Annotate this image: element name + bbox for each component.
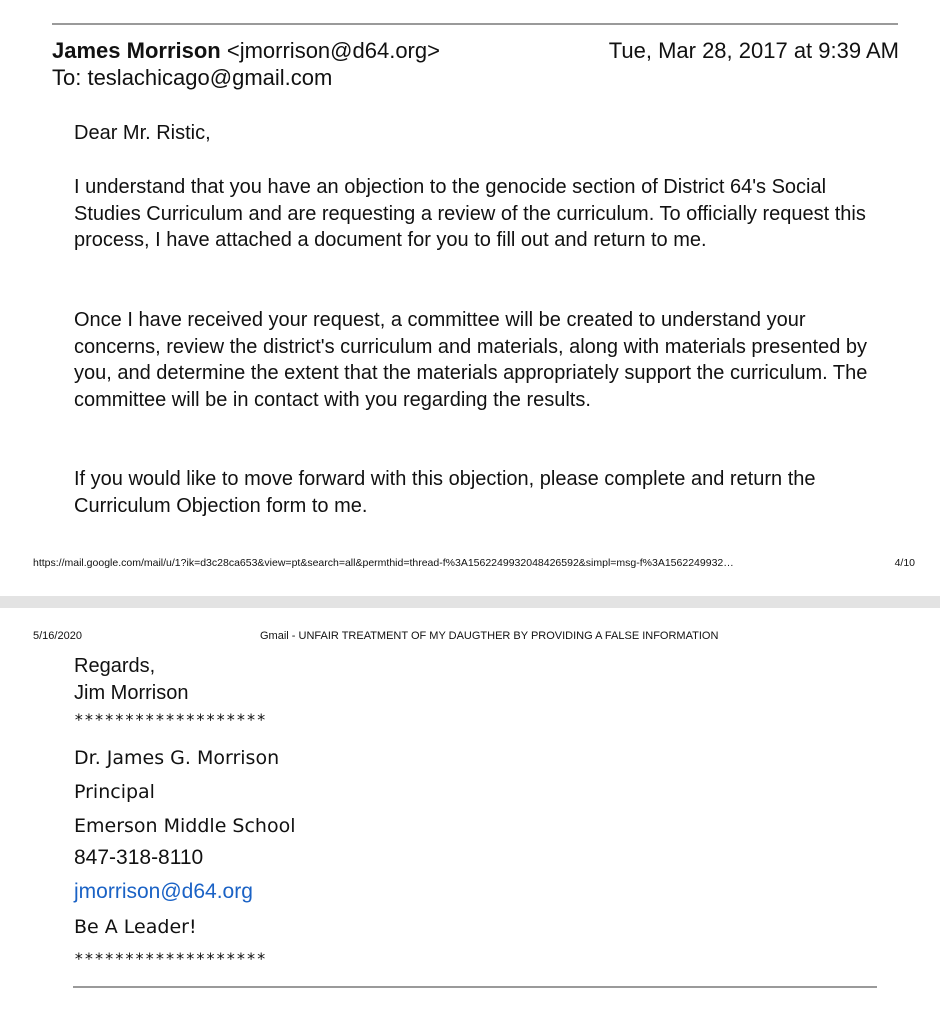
- signature-motto: Be A Leader!: [74, 916, 197, 938]
- print-header-title: Gmail - UNFAIR TREATMENT OF MY DAUGTHER BY PROVIDING A FALSE INFORMATION: [260, 630, 719, 642]
- signature-role: Principal: [74, 781, 155, 803]
- email-date: Tue, Mar 28, 2017 at 9:39 AM: [608, 38, 899, 63]
- sender-name: James Morrison: [52, 38, 221, 63]
- recipient-line: To: teslachicago@gmail.com: [52, 65, 333, 90]
- header-divider: [52, 23, 898, 25]
- signature-separator: *******************: [74, 710, 267, 729]
- print-header-date: 5/16/2020: [33, 630, 82, 642]
- sender-line: [52, 37, 440, 65]
- footer-divider: [73, 986, 877, 988]
- closing: Regards,: [74, 655, 156, 677]
- print-footer-url: https://mail.google.com/mail/u/1?ik=d3c28ca653&view=pt&search=all&permthid=thread-f%3A1562249932048426592&simpl=msg-f%3A1562249932…: [33, 557, 734, 569]
- printed-page-bottom: [0, 608, 940, 1035]
- greeting: Dear Mr. Ristic,: [74, 122, 211, 144]
- signature-full-name: Dr. James G. Morrison: [74, 747, 280, 769]
- signature-separator-end: *******************: [74, 949, 267, 968]
- print-page-number: 4/10: [894, 557, 915, 569]
- page-break: [0, 596, 940, 608]
- signature-phone: 847-318-8110: [74, 846, 204, 869]
- sender-email: <jmorrison@d64.org>: [226, 38, 440, 63]
- body-paragraph-2: Once I have received your request, a committee will be created to understand your concerns, review the district's curriculum and materials, along with materials presented by you, and determine the extent that the materials appropriately support the curriculum. The committee will be in contact with you regarding the results.: [74, 309, 868, 411]
- body-paragraph-1: I understand that you have an objection to the genocide section of District 64's Social Studies Curriculum and are requesting a review of the curriculum. To officially request this process, I have attached a document for you to fill out and return to me.: [74, 176, 866, 251]
- signature-school: Emerson Middle School: [74, 815, 296, 837]
- signature-name: Jim Morrison: [74, 682, 189, 704]
- body-paragraph-3: If you would like to move forward with this objection, please complete and return the Curriculum Objection form to me.: [74, 468, 816, 517]
- signature-email-link[interactable]: jmorrison@d64.org: [74, 880, 253, 903]
